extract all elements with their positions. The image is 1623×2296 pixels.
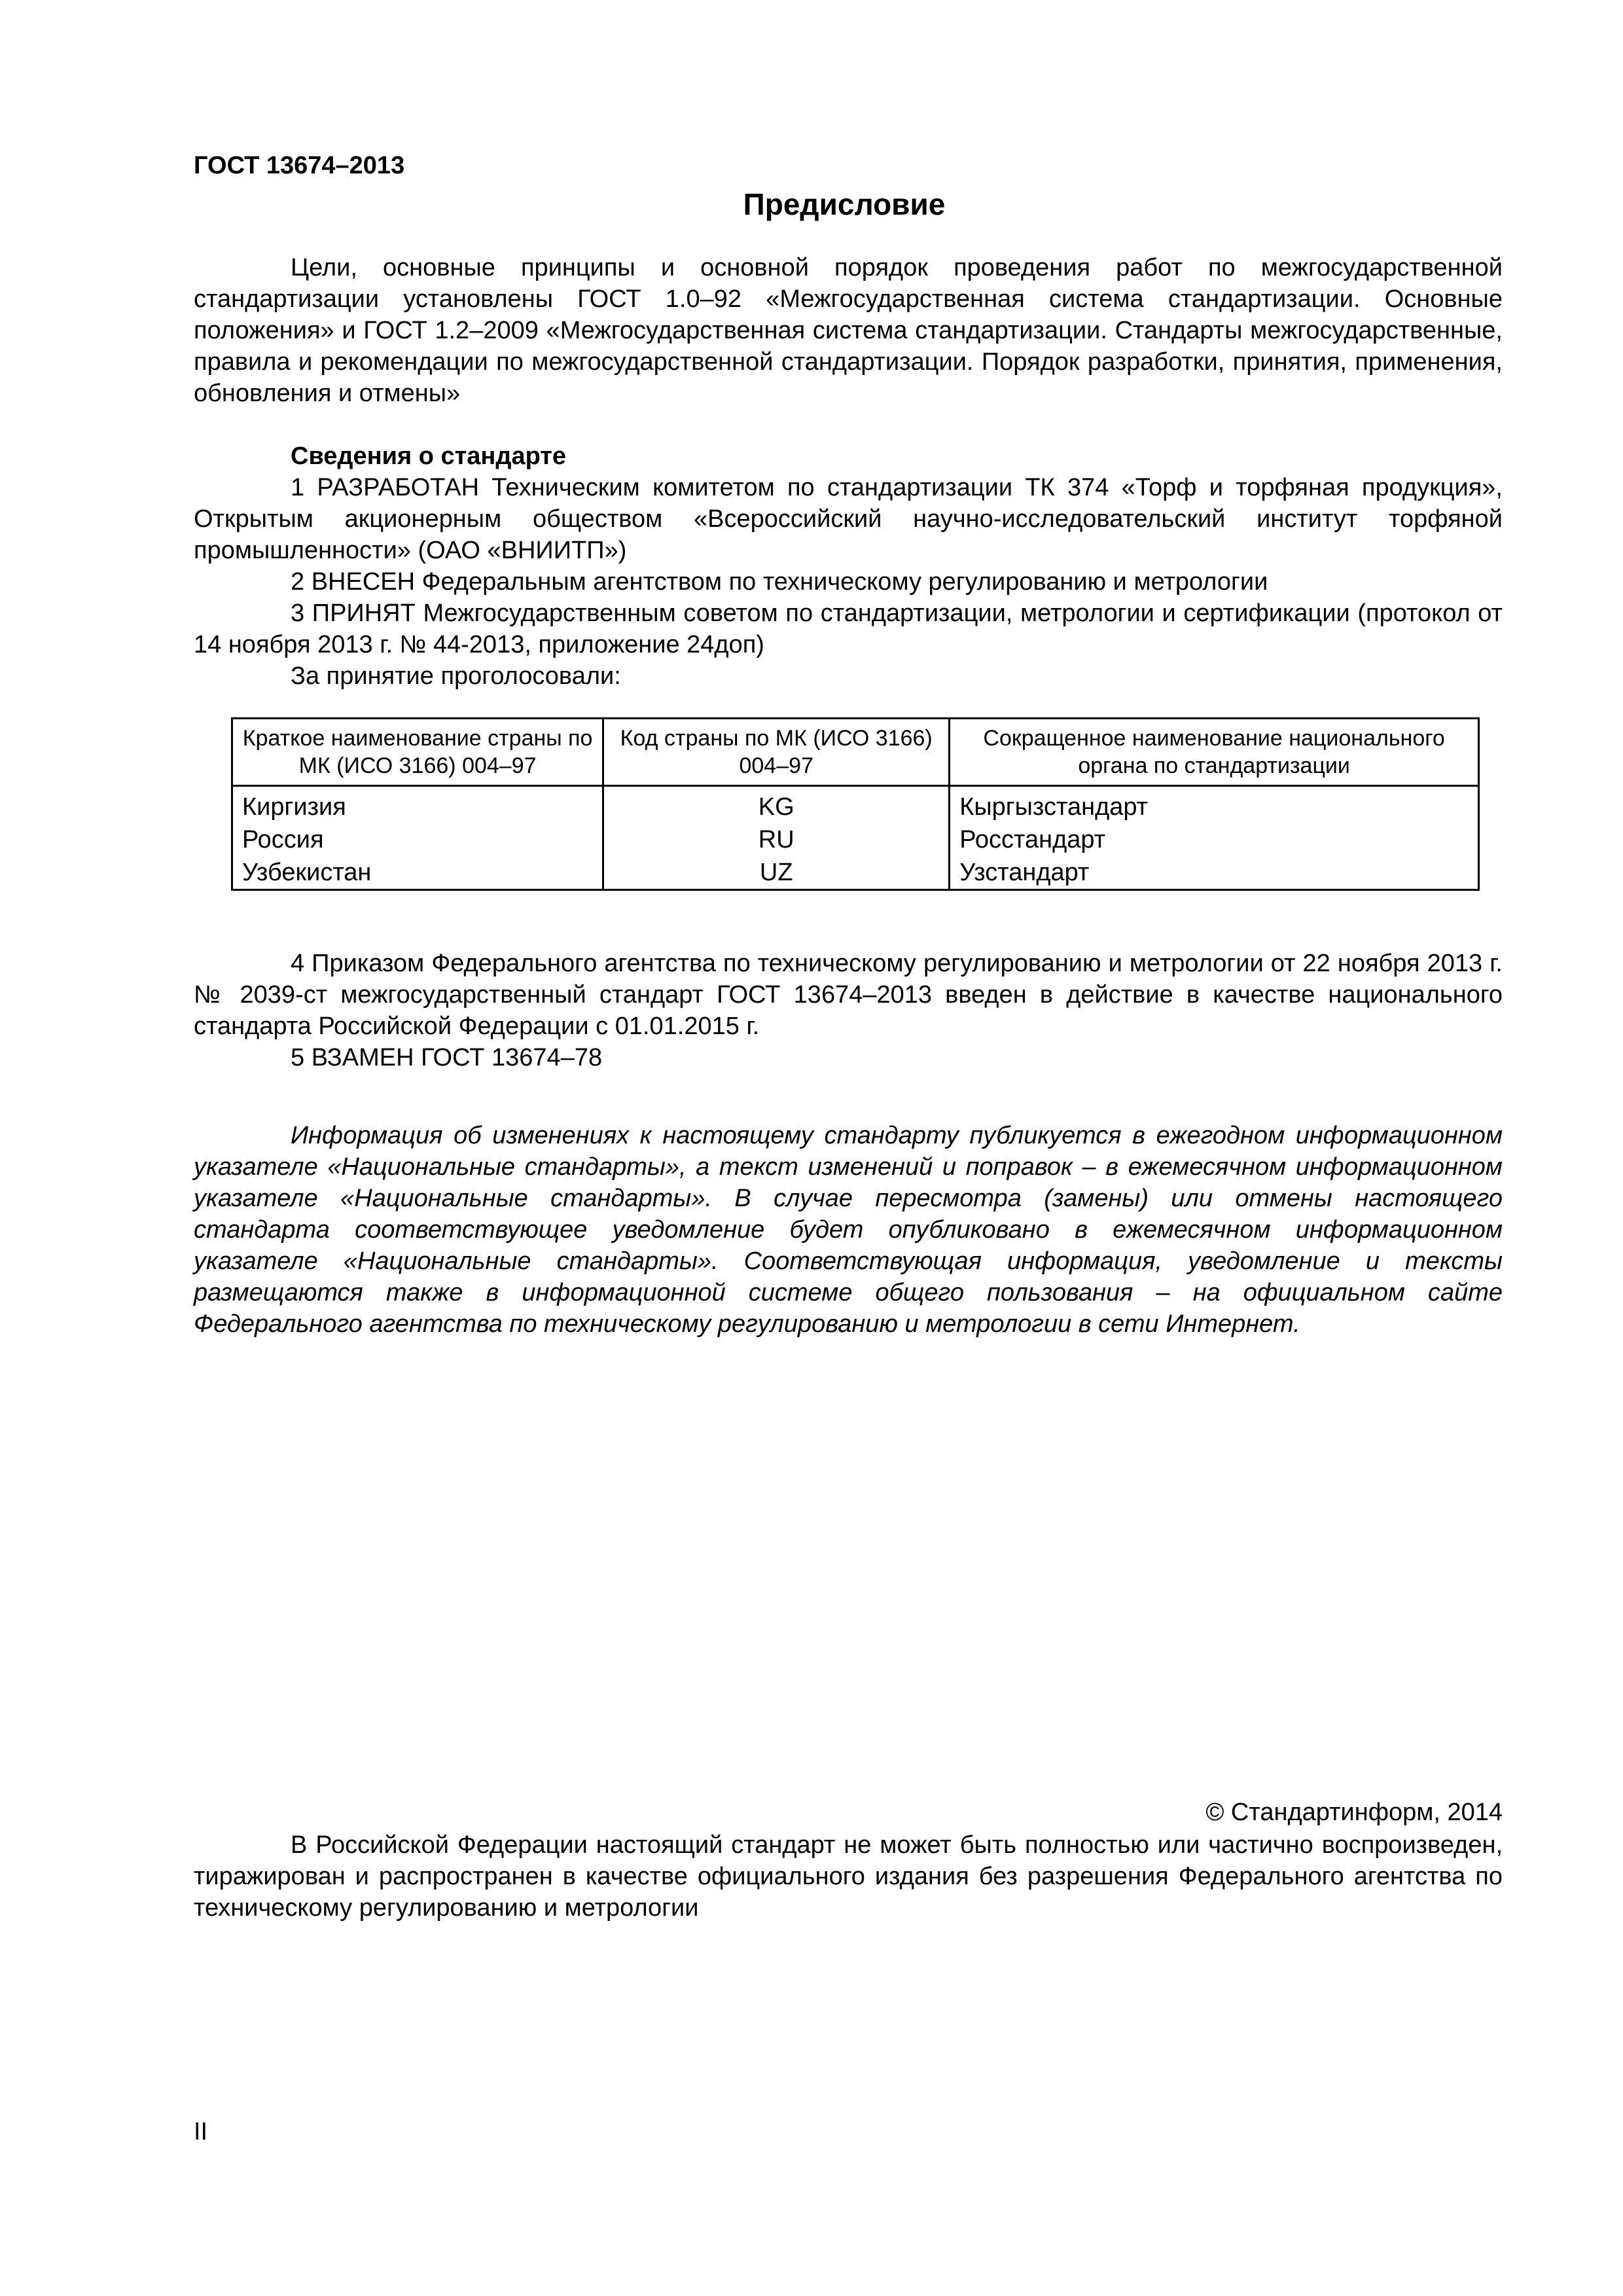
column-header-code: Код страны по МК (ИСО 3166) 004–97 (603, 719, 950, 786)
country-name: Узбекистан (232, 856, 603, 890)
standard-info-heading: Сведения о стандарте (291, 442, 567, 470)
intro-paragraph: Цели, основные принципы и основной порядок проведения работ по межгосударственной стандартизации установлены ГОСТ 1.0–92 «Межгосударственная система стандартизации. Основные положения» и ГОСТ 1.2–2009 «Межгосударственная система стандартизации. Стандарты межгосударственные, правила и рекомендации по межгосударственной стандартизации. Порядок разработки, принятия, применения, обновления и отмены» (194, 254, 1503, 407)
copyright-line: © Стандартинформ, 2014 (1205, 1799, 1503, 1826)
changes-notice: Информация об изменениях к настоящему стандарту публикуется в ежегодном информационном указателе «Национальные стандарты», а текст изменений и поправок – в ежемесячном информационном указателе «Национальные стандарты». В случае пересмотра (замены) или отмены настоящего стандарта соответствующее уведомление будет опубликовано в ежемесячном информационном указателе «Национальные стандарты». Соответствующая информация, уведомление и тексты размещаются также в информационной системе общего пользования – на официальном сайте Федерального агентства по техническому регулированию и метрологии в сети Интернет. (194, 1122, 1503, 1338)
country-code: UZ (603, 856, 950, 890)
page-title: Предисловие (743, 187, 946, 221)
intro-block (194, 252, 1503, 409)
info-item-submitted: 2 ВНЕСЕН Федеральным агентством по техническому регулированию и метрологии (291, 568, 1268, 596)
country-name: Россия (232, 823, 603, 856)
rights-paragraph: В Российской Федерации настоящий стандарт не может быть полностью или частично воспроизведен, тиражирован и распространен в качестве официального издания без разрешения Федерального агентства по техническому регулированию и метрологии (194, 1831, 1503, 1922)
info-item-replaces: 5 ВЗАМЕН ГОСТ 13674–78 (291, 1044, 603, 1071)
info-item-developed: 1 РАЗРАБОТАН Техническим комитетом по стандартизации ТК 374 «Торф и торфяная продукция», Открытым акционерным обществом «Всероссийский научно-исследовательский институт торфяной промышленности» (ОАО «ВНИИТП») (194, 474, 1503, 564)
country-code: KG (603, 786, 950, 824)
standards-body: Узстандарт (950, 856, 1479, 890)
country-name: Киргизия (232, 786, 603, 824)
table-row (232, 786, 1479, 824)
table-row (232, 856, 1479, 890)
country-code: RU (603, 823, 950, 856)
document-id: ГОСТ 13674–2013 (194, 152, 405, 179)
page-number: II (194, 2118, 208, 2145)
info-item-enacted: 4 Приказом Федерального агентства по техническому регулированию и метрологии от 22 ноября 2013 г. № 2039-ст межгосударственный стандарт ГОСТ 13674–2013 введен в действие в качестве национального стандарта Российской Федерации с 01.01.2015 г. (194, 950, 1503, 1040)
column-header-body: Сокращенное наименование национального органа по стандартизации (950, 719, 1479, 786)
voting-table (231, 717, 1480, 891)
standards-body: Росстандарт (950, 823, 1479, 856)
enactment-block (194, 948, 1503, 1073)
standards-body: Кыргызстандарт (950, 786, 1479, 824)
column-header-country: Краткое наименование страны по МК (ИСО 3166) 004–97 (232, 719, 603, 786)
standard-info-block (194, 440, 1503, 692)
info-item-adopted: 3 ПРИНЯТ Межгосударственным советом по стандартизации, метрологии и сертификации (протокол от 14 ноября 2013 г. № 44-2013, приложение 24доп) (194, 600, 1503, 658)
table-header-row (232, 719, 1479, 786)
voted-label: За принятие проголосовали: (291, 662, 621, 690)
notice-block (194, 1120, 1503, 1340)
rights-block (194, 1829, 1503, 1924)
table-row (232, 823, 1479, 856)
